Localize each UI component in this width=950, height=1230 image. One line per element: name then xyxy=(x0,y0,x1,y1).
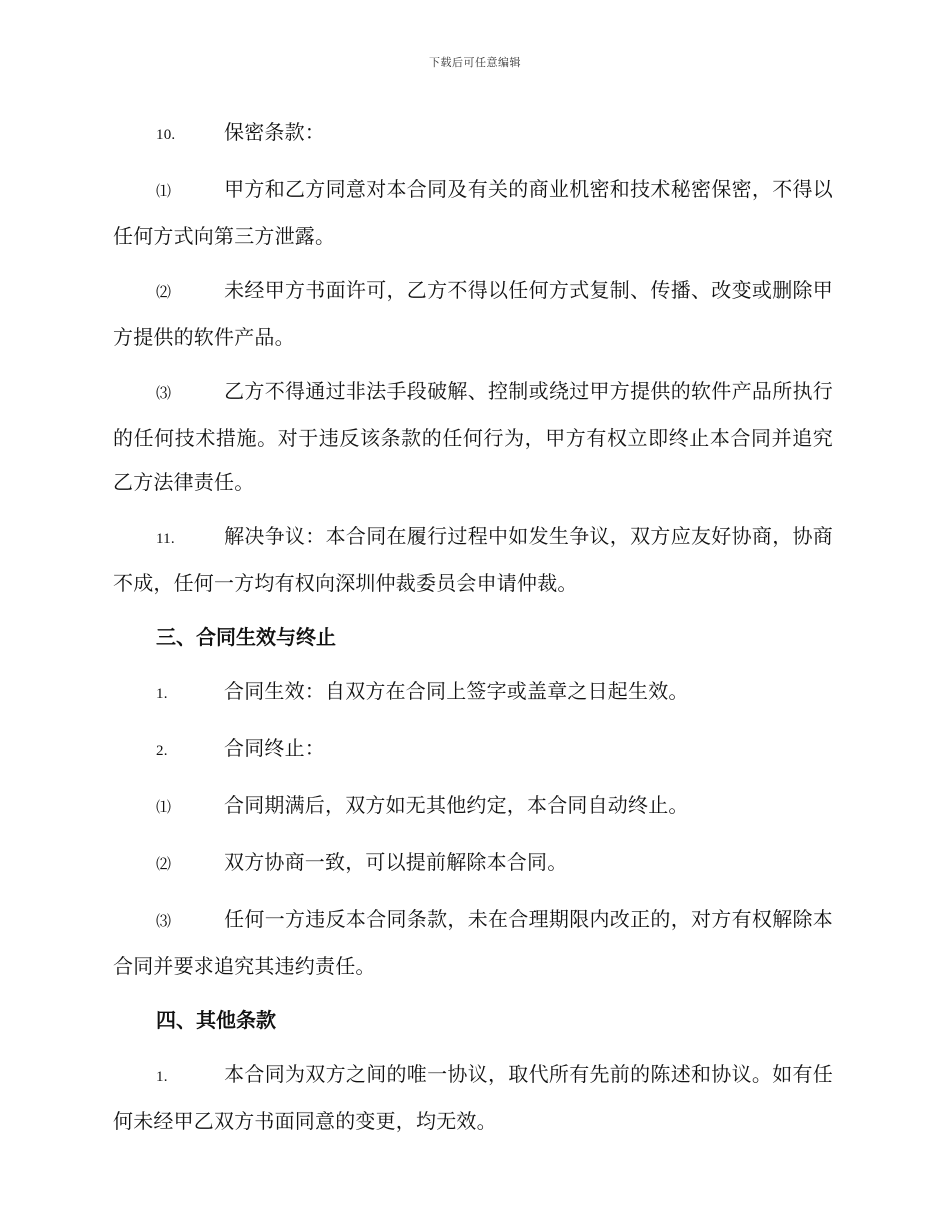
clause-number: ⑴ xyxy=(156,184,172,200)
clause-number: ⑵ xyxy=(156,857,172,873)
clause-number: 1. xyxy=(156,686,168,702)
clause-text: 乙方不得通过非法手段破解、控制或绕过甲方提供的软件产品所执行的任何技术措施。对于违反该条款的任何行为，甲方有权立即终止本合同并追究乙方法律责任。 xyxy=(113,379,833,494)
clause-text: 保密条款： xyxy=(224,120,325,144)
clause-number: 11. xyxy=(156,531,175,547)
clause-3-1 xyxy=(113,669,833,716)
section-heading-3: 三、合同生效与终止 xyxy=(156,625,336,649)
document-body xyxy=(113,110,833,1153)
clause-text: 本合同为双方之间的唯一协议，取代所有先前的陈述和协议。如有任何未经甲乙双方书面同意的变更，均无效。 xyxy=(113,1062,833,1133)
clause-text: 任何一方违反本合同条款，未在合理期限内改正的，对方有权解除本合同并要求追究其违约责任。 xyxy=(113,907,833,978)
clause-text: 合同生效：自双方在合同上签字或盖章之日起生效。 xyxy=(224,679,689,703)
clause-number: ⑴ xyxy=(156,800,172,816)
clause-text: 合同终止： xyxy=(224,736,325,760)
clause-number: 1. xyxy=(156,1069,168,1085)
clause-10-1 xyxy=(113,167,833,258)
clause-3-2 xyxy=(113,726,833,773)
clause-10 xyxy=(113,110,833,157)
clause-text: 合同期满后，双方如无其他约定，本合同自动终止。 xyxy=(224,793,689,817)
section-heading-4: 四、其他条款 xyxy=(156,1008,276,1032)
clause-3-2-3 xyxy=(113,897,833,988)
clause-4-1 xyxy=(113,1052,833,1143)
clause-3-2-1 xyxy=(113,783,833,830)
page-header: 下载后可任意编辑 xyxy=(429,56,521,69)
clause-11 xyxy=(113,514,833,605)
clause-10-3 xyxy=(113,369,833,504)
clause-number: ⑵ xyxy=(156,285,172,301)
clause-3-2-2 xyxy=(113,840,833,887)
clause-10-2 xyxy=(113,268,833,359)
clause-number: ⑶ xyxy=(156,386,172,402)
clause-number: ⑶ xyxy=(156,914,172,930)
clause-text: 甲方和乙方同意对本合同及有关的商业机密和技术秘密保密，不得以任何方式向第三方泄露。 xyxy=(113,177,833,248)
clause-text: 双方协商一致，可以提前解除本合同。 xyxy=(224,850,568,874)
clause-number: 10. xyxy=(156,127,176,143)
clause-text: 解决争议：本合同在履行过程中如发生争议，双方应友好协商，协商不成，任何一方均有权向深圳仲裁委员会申请仲裁。 xyxy=(113,524,833,595)
clause-number: 2. xyxy=(156,743,168,759)
clause-text: 未经甲方书面许可，乙方不得以任何方式复制、传播、改变或删除甲方提供的软件产品。 xyxy=(113,278,833,349)
